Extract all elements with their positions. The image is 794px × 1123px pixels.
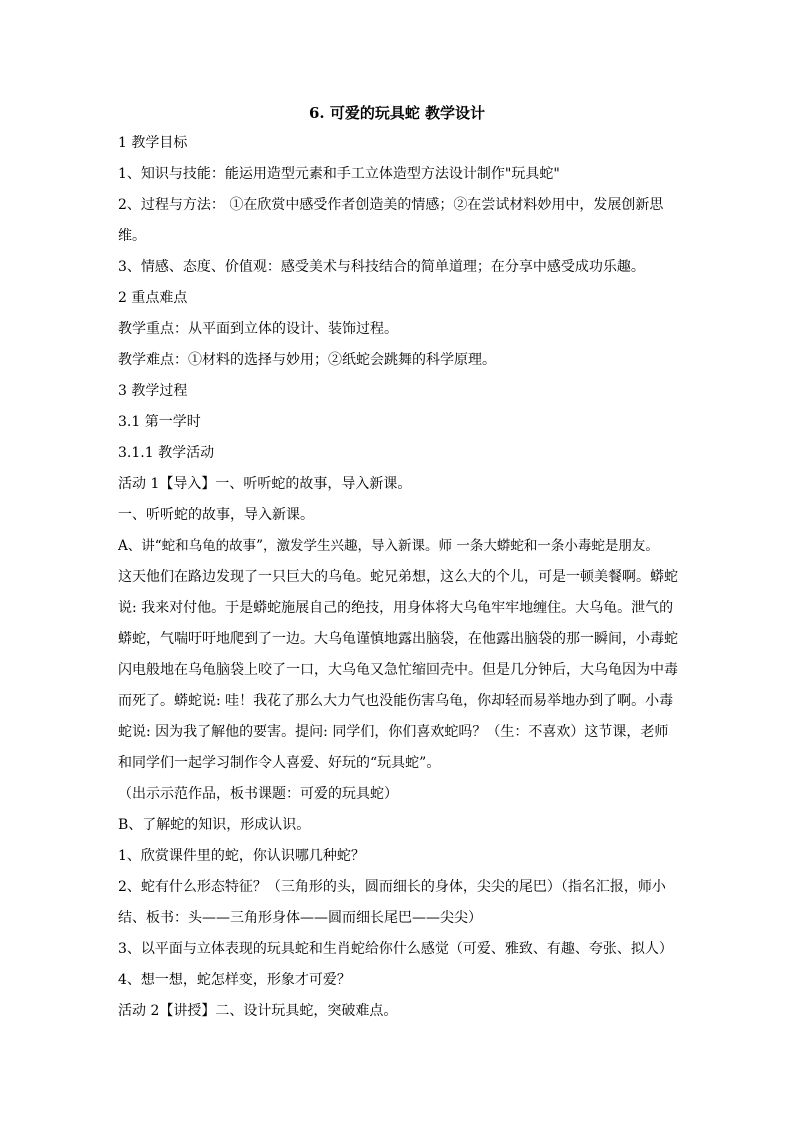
paragraph-story-line4: 蟒蛇，气喘吁吁地爬到了一边。大乌龟谨慎地露出脑袋，在他露出脑袋的那一瞬间，小毒蛇 (118, 631, 678, 647)
paragraph-story-line1: A、讲“蛇和乌龟的故事”，激发学生兴趣，导入新课。师 一条大蟒蛇和一条小毒蛇是朋友。 (118, 538, 659, 554)
paragraph-process-line1: 2、过程与方法： ①在欣赏中感受作者创造美的情感；②在尝试材料妙用中，发展创新思 (118, 197, 664, 213)
paragraph-story-intro: 一、听听蛇的故事，导入新课。 (118, 507, 314, 523)
heading-process: 3 教学过程 (118, 383, 188, 399)
paragraph-emotion: 3、情感、态度、价值观：感受美术与科技结合的简单道理；在分享中感受成功乐趣。 (118, 259, 645, 275)
paragraph-question-2-line2: 结、板书：头——三角形身体——圆而细长尾巴——尖尖） (118, 910, 482, 926)
paragraph-question-4: 4、想一想，蛇怎样变，形象才可爱？ (118, 972, 351, 988)
paragraph-knowledge: 1、知识与技能：能运用造型元素和手工立体造型方法设计制作"玩具蛇" (118, 166, 560, 182)
paragraph-question-1: 1、欣赏课件里的蛇，你认识哪几种蛇？ (118, 848, 365, 864)
paragraph-difficulty: 教学难点：①材料的选择与妙用；②纸蛇会跳舞的科学原理。 (118, 352, 496, 368)
page-title: 6. 可爱的玩具蛇 教学设计 (308, 104, 486, 122)
paragraph-key-point: 教学重点：从平面到立体的设计、装饰过程。 (118, 321, 398, 337)
paragraph-story-line5: 闪电般地在乌龟脑袋上咬了一口，大乌龟又急忙缩回壳中。但是几分钟后，大乌龟因为中毒 (118, 662, 678, 678)
paragraph-question-2-line1: 2、蛇有什么形态特征？（三角形的头，圆而细长的身体，尖尖的尾巴）（指名汇报，师小 (118, 879, 666, 895)
heading-objectives: 1 教学目标 (118, 135, 188, 151)
paragraph-process-line2: 维。 (118, 228, 146, 244)
paragraph-activity-2: 活动 2【讲授】二、设计玩具蛇，突破难点。 (118, 1003, 398, 1019)
paragraph-story-line7: 蛇说: 因为我了解他的要害。提问: 同学们，你们喜欢蛇吗？（生：不喜欢）这节课，老师 (118, 724, 669, 740)
paragraph-story-line6: 而死了。蟒蛇说: 哇！我花了那么大力气也没能伤害乌龟，你却轻而易举地办到了啊。小毒 (118, 693, 674, 709)
paragraph-question-3: 3、以平面与立体表现的玩具蛇和生肖蛇给你什么感觉（可爱、雅致、有趣、夸张、拟人） (118, 941, 673, 957)
heading-activities: 3.1.1 教学活动 (118, 445, 215, 461)
paragraph-activity-1: 活动 1【导入】一、听听蛇的故事，导入新课。 (118, 476, 412, 492)
paragraph-story-line3: 说: 我来对付他。于是蟒蛇施展自己的绝技，用身体将大乌龟牢牢地缠住。大乌龟。泄气的 (118, 600, 674, 616)
paragraph-story-line2: 这天他们在路边发现了一只巨大的乌龟。蛇兄弟想，这么大的个儿，可是一顿美餐啊。蟒蛇 (118, 569, 678, 585)
paragraph-story-line8: 和同学们一起学习制作令人喜爱、好玩的“玩具蛇”。 (118, 755, 441, 771)
heading-first-lesson: 3.1 第一学时 (118, 414, 201, 430)
heading-key-points: 2 重点难点 (118, 290, 188, 306)
paragraph-snake-knowledge: B、了解蛇的知识，形成认识。 (118, 817, 311, 833)
paragraph-demo-work: （出示示范作品，板书课题：可爱的玩具蛇） (118, 786, 398, 802)
